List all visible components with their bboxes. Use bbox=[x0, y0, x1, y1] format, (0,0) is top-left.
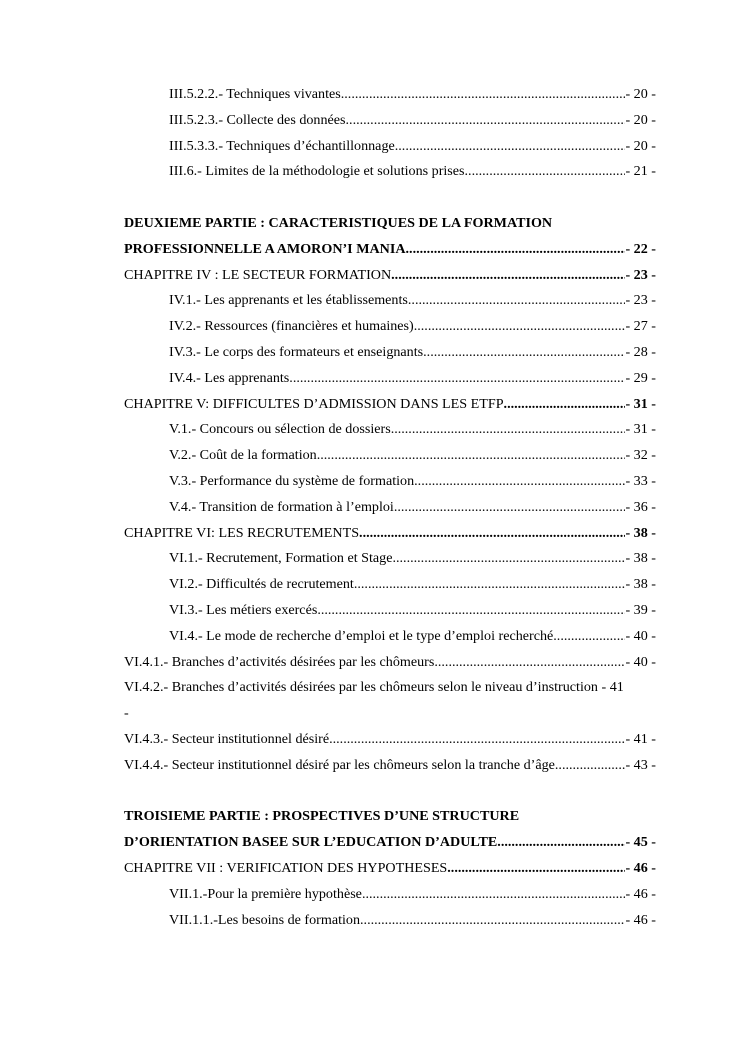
toc-entry-page: - 31 - bbox=[625, 395, 656, 412]
toc-entry bbox=[124, 550, 656, 576]
dot-leader bbox=[504, 396, 626, 413]
toc-chapter bbox=[124, 860, 656, 886]
toc-entry-page: - 38 - bbox=[625, 524, 656, 541]
dot-leader bbox=[317, 602, 625, 619]
toc-entry-page: - 38 - bbox=[625, 576, 656, 593]
toc-entry-title: VI.4.2.- Branches d’activités désirées par les chômeurs selon le niveau d’instruction - 41 bbox=[124, 679, 624, 696]
dot-leader bbox=[329, 731, 625, 748]
toc-chapter bbox=[124, 396, 656, 422]
toc-entry-title: VI.4.3.- Secteur institutionnel désiré bbox=[124, 730, 330, 747]
toc-entry-title: IV.1.- Les apprenants et les établissements bbox=[169, 292, 408, 309]
part-heading bbox=[124, 808, 656, 834]
toc-entry-title: CHAPITRE VII : VERIFICATION DES HYPOTHESES bbox=[124, 859, 448, 876]
toc-entry-title: VI.2.- Difficultés de recrutement bbox=[169, 576, 354, 593]
toc-entry-page: - 28 - bbox=[625, 343, 656, 360]
toc-entry bbox=[124, 576, 656, 602]
toc-entry-title: IV.2.- Ressources (financières et humaines) bbox=[169, 318, 414, 335]
toc-entry-page: - 22 - bbox=[625, 240, 656, 257]
toc-entry-title: V.2.- Coût de la formation bbox=[169, 447, 317, 464]
toc-entry-title: VI.4.4.- Secteur institutionnel désiré par les chômeurs selon la tranche d’âge bbox=[124, 756, 555, 773]
spacer bbox=[124, 189, 656, 215]
dot-leader bbox=[317, 447, 626, 464]
spacer bbox=[124, 783, 656, 809]
toc-entry-page: - 43 - bbox=[625, 756, 656, 773]
dot-leader bbox=[341, 86, 626, 103]
toc-entry-title: PROFESSIONNELLE A AMORON’I MANIA bbox=[124, 240, 406, 257]
dot-leader bbox=[447, 860, 625, 877]
toc-entry-title: VII.1.1.-Les besoins de formation bbox=[169, 911, 361, 928]
dot-leader bbox=[408, 292, 626, 309]
toc-entry-page: - 27 - bbox=[625, 318, 656, 335]
toc-entry bbox=[124, 241, 656, 267]
toc-entry-title: V.3.- Performance du système de formation bbox=[169, 472, 415, 489]
toc-entry bbox=[124, 912, 656, 938]
dot-leader bbox=[392, 550, 625, 567]
toc-entry-title: III.6.- Limites de la méthodologie et solutions prises bbox=[169, 163, 465, 180]
dot-leader bbox=[406, 241, 626, 258]
toc-entry-page: - 40 - bbox=[625, 627, 656, 644]
toc-entry-title: VI.4.- Le mode de recherche d’emploi et le type d’emploi recherché bbox=[169, 627, 554, 644]
part-heading-line: TROISIEME PARTIE : PROSPECTIVES D’UNE STRUCTURE bbox=[124, 808, 520, 825]
toc-entry-continuation bbox=[124, 705, 656, 731]
toc-entry-page: - 36 - bbox=[625, 498, 656, 515]
toc-entry bbox=[124, 292, 656, 318]
toc-entry bbox=[124, 602, 656, 628]
toc-entry-page: - 41 - bbox=[625, 730, 656, 747]
toc-entry bbox=[124, 370, 656, 396]
toc-entry-page: - 23 - bbox=[625, 292, 656, 309]
toc-entry-page: - 20 - bbox=[625, 137, 656, 154]
toc-entry-title: V.1.- Concours ou sélection de dossiers bbox=[169, 421, 391, 438]
toc-entry-page: - 38 - bbox=[625, 550, 656, 567]
toc-entry-page: - 31 - bbox=[625, 421, 656, 438]
part-heading-line: DEUXIEME PARTIE : CARACTERISTIQUES DE LA FORMATION bbox=[124, 214, 553, 231]
toc-entry bbox=[124, 473, 656, 499]
toc-entry bbox=[124, 499, 656, 525]
dot-leader bbox=[360, 912, 625, 929]
toc-entry bbox=[124, 138, 656, 164]
toc-chapter bbox=[124, 525, 656, 551]
dot-leader bbox=[497, 834, 625, 851]
toc-entry-title: V.4.- Transition de formation à l’emploi bbox=[169, 498, 394, 515]
dot-leader bbox=[434, 654, 625, 671]
dot-leader bbox=[414, 473, 625, 490]
part-heading bbox=[124, 215, 656, 241]
dot-leader bbox=[289, 370, 625, 387]
toc-entry-page: - 33 - bbox=[625, 472, 656, 489]
dot-leader bbox=[395, 138, 626, 155]
toc-entry-title: D’ORIENTATION BASEE SUR L’EDUCATION D’ADULTE bbox=[124, 834, 498, 851]
toc-entry-page: - bbox=[124, 705, 129, 722]
toc-entry-title: VI.4.1.- Branches d’activités désirées par les chômeurs bbox=[124, 653, 435, 670]
toc-entry-page: - 46 - bbox=[625, 859, 656, 876]
toc-entry-page: - 20 - bbox=[625, 111, 656, 128]
toc-entry-page: - 21 - bbox=[625, 163, 656, 180]
toc-entry-page: - 29 - bbox=[625, 369, 656, 386]
toc-entry-title: CHAPITRE V: DIFFICULTES D’ADMISSION DANS LES ETFP bbox=[124, 395, 504, 412]
toc-entry-title: III.5.2.2.- Techniques vivantes bbox=[169, 86, 341, 102]
toc-entry bbox=[124, 421, 656, 447]
toc-entry bbox=[124, 163, 656, 189]
toc-entry bbox=[124, 654, 656, 680]
toc-entry-page: - 40 - bbox=[625, 653, 656, 670]
toc-entry bbox=[124, 86, 656, 112]
toc-entry bbox=[124, 318, 656, 344]
toc-chapter bbox=[124, 267, 656, 293]
toc-entry bbox=[124, 628, 656, 654]
toc-entry-page: - 20 - bbox=[625, 86, 656, 102]
toc-entry-title: CHAPITRE VI: LES RECRUTEMENTS bbox=[124, 524, 360, 541]
dot-leader bbox=[465, 163, 626, 180]
toc-entry-title: IV.4.- Les apprenants bbox=[169, 369, 290, 386]
dot-leader bbox=[391, 421, 626, 438]
toc-entry bbox=[124, 679, 656, 705]
toc-entry-title: III.5.2.3.- Collecte des données bbox=[169, 111, 346, 128]
toc-entry bbox=[124, 834, 656, 860]
toc-entry-title: VI.1.- Recrutement, Formation et Stage bbox=[169, 550, 393, 567]
dot-leader bbox=[394, 499, 626, 516]
toc-entry bbox=[124, 344, 656, 370]
toc-entry-title: VI.3.- Les métiers exercés bbox=[169, 601, 318, 618]
toc-entry bbox=[124, 886, 656, 912]
toc-entry bbox=[124, 447, 656, 473]
toc-entry-page: - 46 - bbox=[625, 911, 656, 928]
dot-leader bbox=[354, 576, 626, 593]
toc-entry-page: - 23 - bbox=[625, 266, 656, 283]
toc-entry bbox=[124, 731, 656, 757]
toc-entry-page: - 32 - bbox=[625, 447, 656, 464]
toc-entry bbox=[124, 757, 656, 783]
dot-leader bbox=[414, 318, 626, 335]
toc-entry-page: - 46 - bbox=[625, 885, 656, 902]
toc-entry-title: CHAPITRE IV : LE SECTEUR FORMATION bbox=[124, 266, 392, 283]
dot-leader bbox=[423, 344, 625, 361]
toc-entry-page: - 45 - bbox=[625, 834, 656, 851]
dot-leader bbox=[346, 112, 626, 129]
toc-entry-page: - 39 - bbox=[625, 601, 656, 618]
dot-leader bbox=[391, 267, 625, 284]
toc-entry bbox=[124, 112, 656, 138]
dot-leader bbox=[555, 757, 626, 774]
dot-leader bbox=[365, 886, 625, 903]
toc-entry-title: III.5.3.3.- Techniques d’échantillonnage bbox=[169, 137, 395, 154]
table-of-contents bbox=[124, 86, 656, 937]
dot-leader bbox=[359, 525, 625, 542]
toc-entry-title: IV.3.- Le corps des formateurs et enseignants bbox=[169, 343, 424, 360]
toc-entry-title: VII.1.-Pour la première hypothèse. bbox=[169, 885, 366, 902]
dot-leader bbox=[553, 628, 625, 645]
